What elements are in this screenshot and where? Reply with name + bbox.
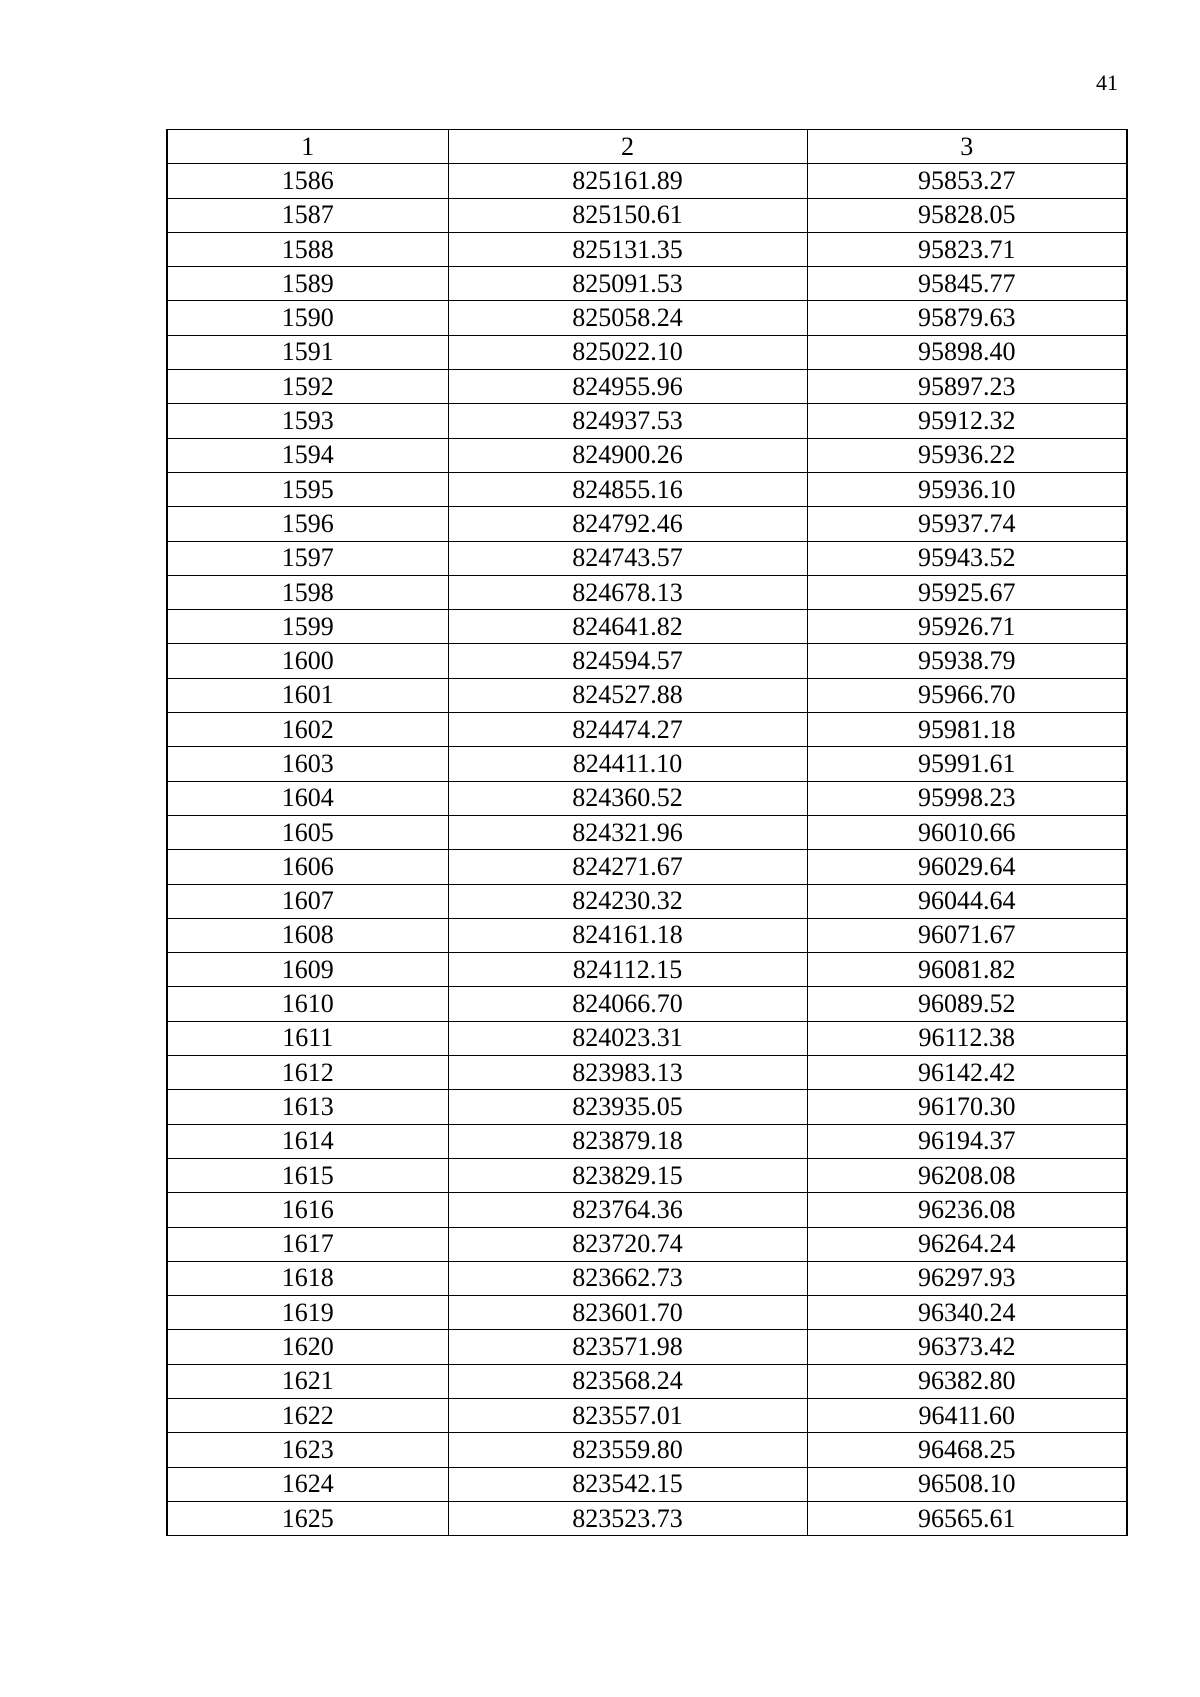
- x-coordinate-cell: 823983.13: [448, 1056, 807, 1090]
- x-coordinate-cell: 823829.15: [448, 1158, 807, 1192]
- point-number-cell: 1604: [167, 781, 448, 815]
- y-coordinate-cell: 95853.27: [807, 164, 1127, 198]
- table-row: [167, 541, 1127, 575]
- coordinates-table: [166, 129, 1128, 1536]
- point-number-cell: 1620: [167, 1330, 448, 1364]
- x-coordinate-cell: 823662.73: [448, 1261, 807, 1295]
- x-coordinate-cell: 824474.27: [448, 713, 807, 747]
- x-coordinate-cell: 824743.57: [448, 541, 807, 575]
- y-coordinate-cell: 95936.22: [807, 438, 1127, 472]
- y-coordinate-cell: 96382.80: [807, 1364, 1127, 1398]
- table-row: [167, 987, 1127, 1021]
- x-coordinate-cell: 823523.73: [448, 1501, 807, 1535]
- point-number-cell: 1597: [167, 541, 448, 575]
- table-row: [167, 1398, 1127, 1432]
- x-coordinate-cell: 824066.70: [448, 987, 807, 1021]
- table-row: [167, 678, 1127, 712]
- point-number-cell: 1593: [167, 404, 448, 438]
- point-number-cell: 1596: [167, 507, 448, 541]
- x-coordinate-cell: 823568.24: [448, 1364, 807, 1398]
- table-row: [167, 198, 1127, 232]
- table-row: [167, 1261, 1127, 1295]
- point-number-cell: 1587: [167, 198, 448, 232]
- table-row: [167, 1193, 1127, 1227]
- x-coordinate-cell: 824641.82: [448, 610, 807, 644]
- x-coordinate-cell: 823720.74: [448, 1227, 807, 1261]
- header-row: [167, 130, 1127, 164]
- point-number-cell: 1614: [167, 1124, 448, 1158]
- table-row: [167, 438, 1127, 472]
- x-coordinate-cell: 824230.32: [448, 884, 807, 918]
- point-number-cell: 1625: [167, 1501, 448, 1535]
- table-row: [167, 1364, 1127, 1398]
- point-number-cell: 1606: [167, 850, 448, 884]
- point-number-cell: 1600: [167, 644, 448, 678]
- point-number-cell: 1607: [167, 884, 448, 918]
- table-row: [167, 781, 1127, 815]
- y-coordinate-cell: 95991.61: [807, 747, 1127, 781]
- point-number-cell: 1608: [167, 918, 448, 952]
- table-row: [167, 953, 1127, 987]
- x-coordinate-cell: 824023.31: [448, 1021, 807, 1055]
- point-number-cell: 1619: [167, 1296, 448, 1330]
- y-coordinate-cell: 96264.24: [807, 1227, 1127, 1261]
- point-number-cell: 1594: [167, 438, 448, 472]
- y-coordinate-cell: 95897.23: [807, 370, 1127, 404]
- table-row: [167, 404, 1127, 438]
- point-number-cell: 1618: [167, 1261, 448, 1295]
- x-coordinate-cell: 824321.96: [448, 815, 807, 849]
- x-coordinate-cell: 824855.16: [448, 472, 807, 506]
- y-coordinate-cell: 95898.40: [807, 335, 1127, 369]
- point-number-cell: 1588: [167, 232, 448, 266]
- y-coordinate-cell: 96297.93: [807, 1261, 1127, 1295]
- x-coordinate-cell: 824112.15: [448, 953, 807, 987]
- y-coordinate-cell: 95828.05: [807, 198, 1127, 232]
- table-row: [167, 1296, 1127, 1330]
- point-number-cell: 1613: [167, 1090, 448, 1124]
- table-row: [167, 1090, 1127, 1124]
- x-coordinate-cell: 823601.70: [448, 1296, 807, 1330]
- table-row: [167, 1433, 1127, 1467]
- table-row: [167, 850, 1127, 884]
- table-row: [167, 610, 1127, 644]
- y-coordinate-cell: 96340.24: [807, 1296, 1127, 1330]
- point-number-cell: 1623: [167, 1433, 448, 1467]
- point-number-cell: 1611: [167, 1021, 448, 1055]
- point-number-cell: 1621: [167, 1364, 448, 1398]
- point-number-cell: 1610: [167, 987, 448, 1021]
- x-coordinate-cell: 825131.35: [448, 232, 807, 266]
- y-coordinate-cell: 95912.32: [807, 404, 1127, 438]
- table-row: [167, 507, 1127, 541]
- x-coordinate-cell: 823879.18: [448, 1124, 807, 1158]
- y-coordinate-cell: 96010.66: [807, 815, 1127, 849]
- point-number-cell: 1595: [167, 472, 448, 506]
- table-row: [167, 370, 1127, 404]
- y-coordinate-cell: 95966.70: [807, 678, 1127, 712]
- x-coordinate-cell: 823557.01: [448, 1398, 807, 1432]
- y-coordinate-cell: 95936.10: [807, 472, 1127, 506]
- x-coordinate-cell: 825022.10: [448, 335, 807, 369]
- y-coordinate-cell: 96236.08: [807, 1193, 1127, 1227]
- x-coordinate-cell: 823571.98: [448, 1330, 807, 1364]
- point-number-cell: 1612: [167, 1056, 448, 1090]
- point-number-cell: 1586: [167, 164, 448, 198]
- table-row: [167, 815, 1127, 849]
- point-number-cell: 1589: [167, 267, 448, 301]
- y-coordinate-cell: 95926.71: [807, 610, 1127, 644]
- point-number-cell: 1601: [167, 678, 448, 712]
- table-row: [167, 713, 1127, 747]
- table-row: [167, 164, 1127, 198]
- page-number: 41: [1096, 70, 1118, 95]
- y-coordinate-cell: 96194.37: [807, 1124, 1127, 1158]
- table-row: [167, 644, 1127, 678]
- y-coordinate-cell: 96029.64: [807, 850, 1127, 884]
- y-coordinate-cell: 95823.71: [807, 232, 1127, 266]
- table-row: [167, 918, 1127, 952]
- y-coordinate-cell: 96565.61: [807, 1501, 1127, 1535]
- y-coordinate-cell: 95925.67: [807, 575, 1127, 609]
- point-number-cell: 1616: [167, 1193, 448, 1227]
- table-row: [167, 1124, 1127, 1158]
- table-row: [167, 335, 1127, 369]
- x-coordinate-cell: 824161.18: [448, 918, 807, 952]
- point-number-cell: 1603: [167, 747, 448, 781]
- x-coordinate-cell: 824955.96: [448, 370, 807, 404]
- table-header: [167, 130, 1127, 164]
- y-coordinate-cell: 96411.60: [807, 1398, 1127, 1432]
- point-number-cell: 1592: [167, 370, 448, 404]
- point-number-cell: 1617: [167, 1227, 448, 1261]
- x-coordinate-cell: 824411.10: [448, 747, 807, 781]
- y-coordinate-cell: 95938.79: [807, 644, 1127, 678]
- y-coordinate-cell: 96468.25: [807, 1433, 1127, 1467]
- x-coordinate-cell: 825150.61: [448, 198, 807, 232]
- x-coordinate-cell: 825161.89: [448, 164, 807, 198]
- x-coordinate-cell: 824527.88: [448, 678, 807, 712]
- x-coordinate-cell: 824792.46: [448, 507, 807, 541]
- x-coordinate-cell: 825058.24: [448, 301, 807, 335]
- point-number-cell: 1624: [167, 1467, 448, 1501]
- table-row: [167, 1021, 1127, 1055]
- y-coordinate-cell: 95937.74: [807, 507, 1127, 541]
- x-coordinate-cell: 824271.67: [448, 850, 807, 884]
- table-row: [167, 232, 1127, 266]
- y-coordinate-cell: 95845.77: [807, 267, 1127, 301]
- table-row: [167, 1158, 1127, 1192]
- table-row: [167, 575, 1127, 609]
- point-number-cell: 1590: [167, 301, 448, 335]
- x-coordinate-cell: 824594.57: [448, 644, 807, 678]
- x-coordinate-cell: 823764.36: [448, 1193, 807, 1227]
- column-header-2: 2: [448, 130, 807, 164]
- y-coordinate-cell: 96089.52: [807, 987, 1127, 1021]
- point-number-cell: 1598: [167, 575, 448, 609]
- point-number-cell: 1591: [167, 335, 448, 369]
- x-coordinate-cell: 824678.13: [448, 575, 807, 609]
- table-row: [167, 267, 1127, 301]
- table-row: [167, 884, 1127, 918]
- point-number-cell: 1622: [167, 1398, 448, 1432]
- point-number-cell: 1615: [167, 1158, 448, 1192]
- column-header-1: 1: [167, 130, 448, 164]
- y-coordinate-cell: 95943.52: [807, 541, 1127, 575]
- table-row: [167, 472, 1127, 506]
- x-coordinate-cell: 823559.80: [448, 1433, 807, 1467]
- y-coordinate-cell: 95981.18: [807, 713, 1127, 747]
- y-coordinate-cell: 95998.23: [807, 781, 1127, 815]
- x-coordinate-cell: 825091.53: [448, 267, 807, 301]
- column-header-3: 3: [807, 130, 1127, 164]
- x-coordinate-cell: 823935.05: [448, 1090, 807, 1124]
- y-coordinate-cell: 95879.63: [807, 301, 1127, 335]
- y-coordinate-cell: 96170.30: [807, 1090, 1127, 1124]
- y-coordinate-cell: 96373.42: [807, 1330, 1127, 1364]
- y-coordinate-cell: 96112.38: [807, 1021, 1127, 1055]
- y-coordinate-cell: 96208.08: [807, 1158, 1127, 1192]
- table-row: [167, 1467, 1127, 1501]
- y-coordinate-cell: 96044.64: [807, 884, 1127, 918]
- table-body: [167, 164, 1127, 1536]
- table-row: [167, 1056, 1127, 1090]
- y-coordinate-cell: 96081.82: [807, 953, 1127, 987]
- x-coordinate-cell: 824360.52: [448, 781, 807, 815]
- table-row: [167, 1227, 1127, 1261]
- point-number-cell: 1605: [167, 815, 448, 849]
- table-row: [167, 747, 1127, 781]
- table-row: [167, 1501, 1127, 1535]
- table-row: [167, 1330, 1127, 1364]
- point-number-cell: 1599: [167, 610, 448, 644]
- x-coordinate-cell: 824900.26: [448, 438, 807, 472]
- point-number-cell: 1602: [167, 713, 448, 747]
- y-coordinate-cell: 96508.10: [807, 1467, 1127, 1501]
- y-coordinate-cell: 96142.42: [807, 1056, 1127, 1090]
- y-coordinate-cell: 96071.67: [807, 918, 1127, 952]
- point-number-cell: 1609: [167, 953, 448, 987]
- x-coordinate-cell: 823542.15: [448, 1467, 807, 1501]
- x-coordinate-cell: 824937.53: [448, 404, 807, 438]
- table-row: [167, 301, 1127, 335]
